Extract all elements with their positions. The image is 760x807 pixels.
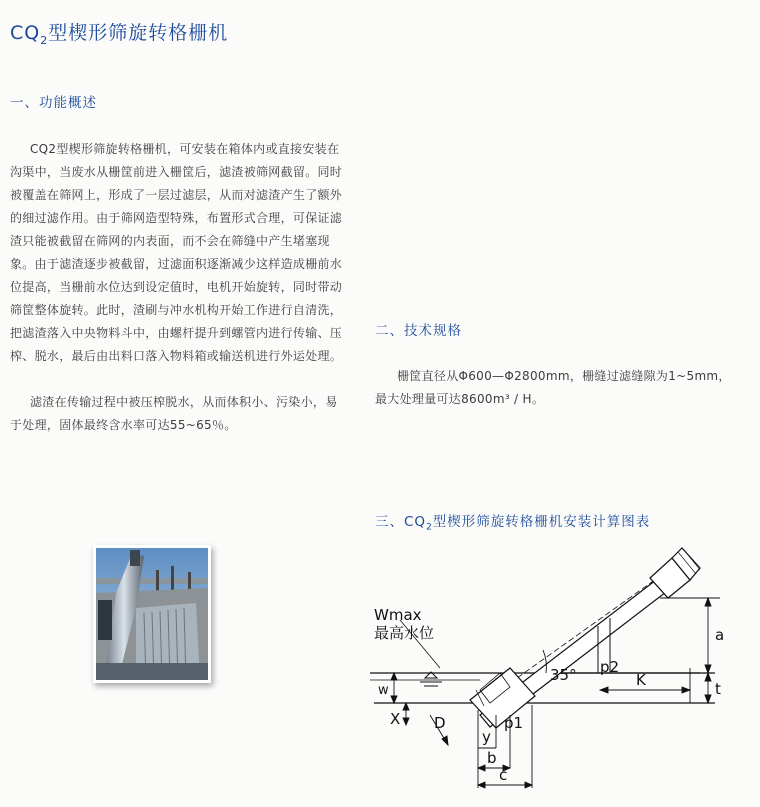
overview-paragraph-2: 滤渣在传输过程中被压榨脱水，从而体积小、污染小，易于处理，固体最终含水率可达55~65％。 [10, 395, 338, 432]
specs-line-1: 栅筐直径从Φ600—Φ2800mm，栅缝过滤缝隙为1~5mm， [397, 369, 731, 383]
page-title: $CQ_2$型楔形筛旋转格栅机 [10, 22, 229, 47]
overview-paragraph-1: CQ2型楔形筛旋转格栅机，可安装在箱体内或直接安装在沟渠中，当废水从栅筐前进入栅筐后，滤渣被筛网截留。同时被覆盖在筛网上，形成了一层过滤层，从而对滤渣产生了额外的细过滤作用。由于筛网造型特殊，布置形式合理，可保证滤渣只能被截留在筛网的内表面，而不会在筛缝中产生堵塞现象。由于滤渣逐步被截留，过滤面积逐渐减少这样造成栅前水位提高，当栅前水位达到设定值时，电机开始旋转，同时带动筛筐整体旋转。此时，渣刷与冲水机构开始工作进行自清洗，把滤渣落入中央物料斗中，由螺杆提升到螺管内进行传输、压榨、脱水，最后由出料口落入物料箱或输送机进行外运处理。 [10, 142, 343, 363]
dim-y: y [482, 728, 491, 746]
dim-p1: p1 [504, 714, 524, 732]
angle-label: 35° [550, 666, 577, 684]
installation-diagram [360, 540, 760, 802]
photo-image [96, 548, 208, 680]
specs-line-2: 最大处理量可达8600m³ / H。 [375, 392, 545, 406]
overview-text [10, 138, 348, 437]
dim-a: a [715, 626, 725, 644]
dim-c: c [499, 766, 508, 784]
dim-K: K [636, 671, 646, 689]
section-heading-overview: 一、功能概述 [10, 95, 97, 111]
section-heading-specs: 二、技术规格 [375, 323, 462, 339]
water-level-label: 最高水位 [374, 624, 435, 642]
dim-t: t [715, 680, 721, 698]
wmax-label: Wmax [374, 606, 422, 624]
product-photo [93, 545, 211, 683]
dim-p2: p2 [600, 658, 620, 676]
dim-w: w [378, 683, 389, 698]
dim-X: X [390, 710, 401, 728]
dim-D: D [434, 714, 446, 732]
specs-text [375, 365, 755, 411]
section-heading-diagram: 三、$CQ_2$型楔形筛旋转格栅机安装计算图表 [375, 514, 651, 533]
dim-b: b [487, 749, 497, 767]
